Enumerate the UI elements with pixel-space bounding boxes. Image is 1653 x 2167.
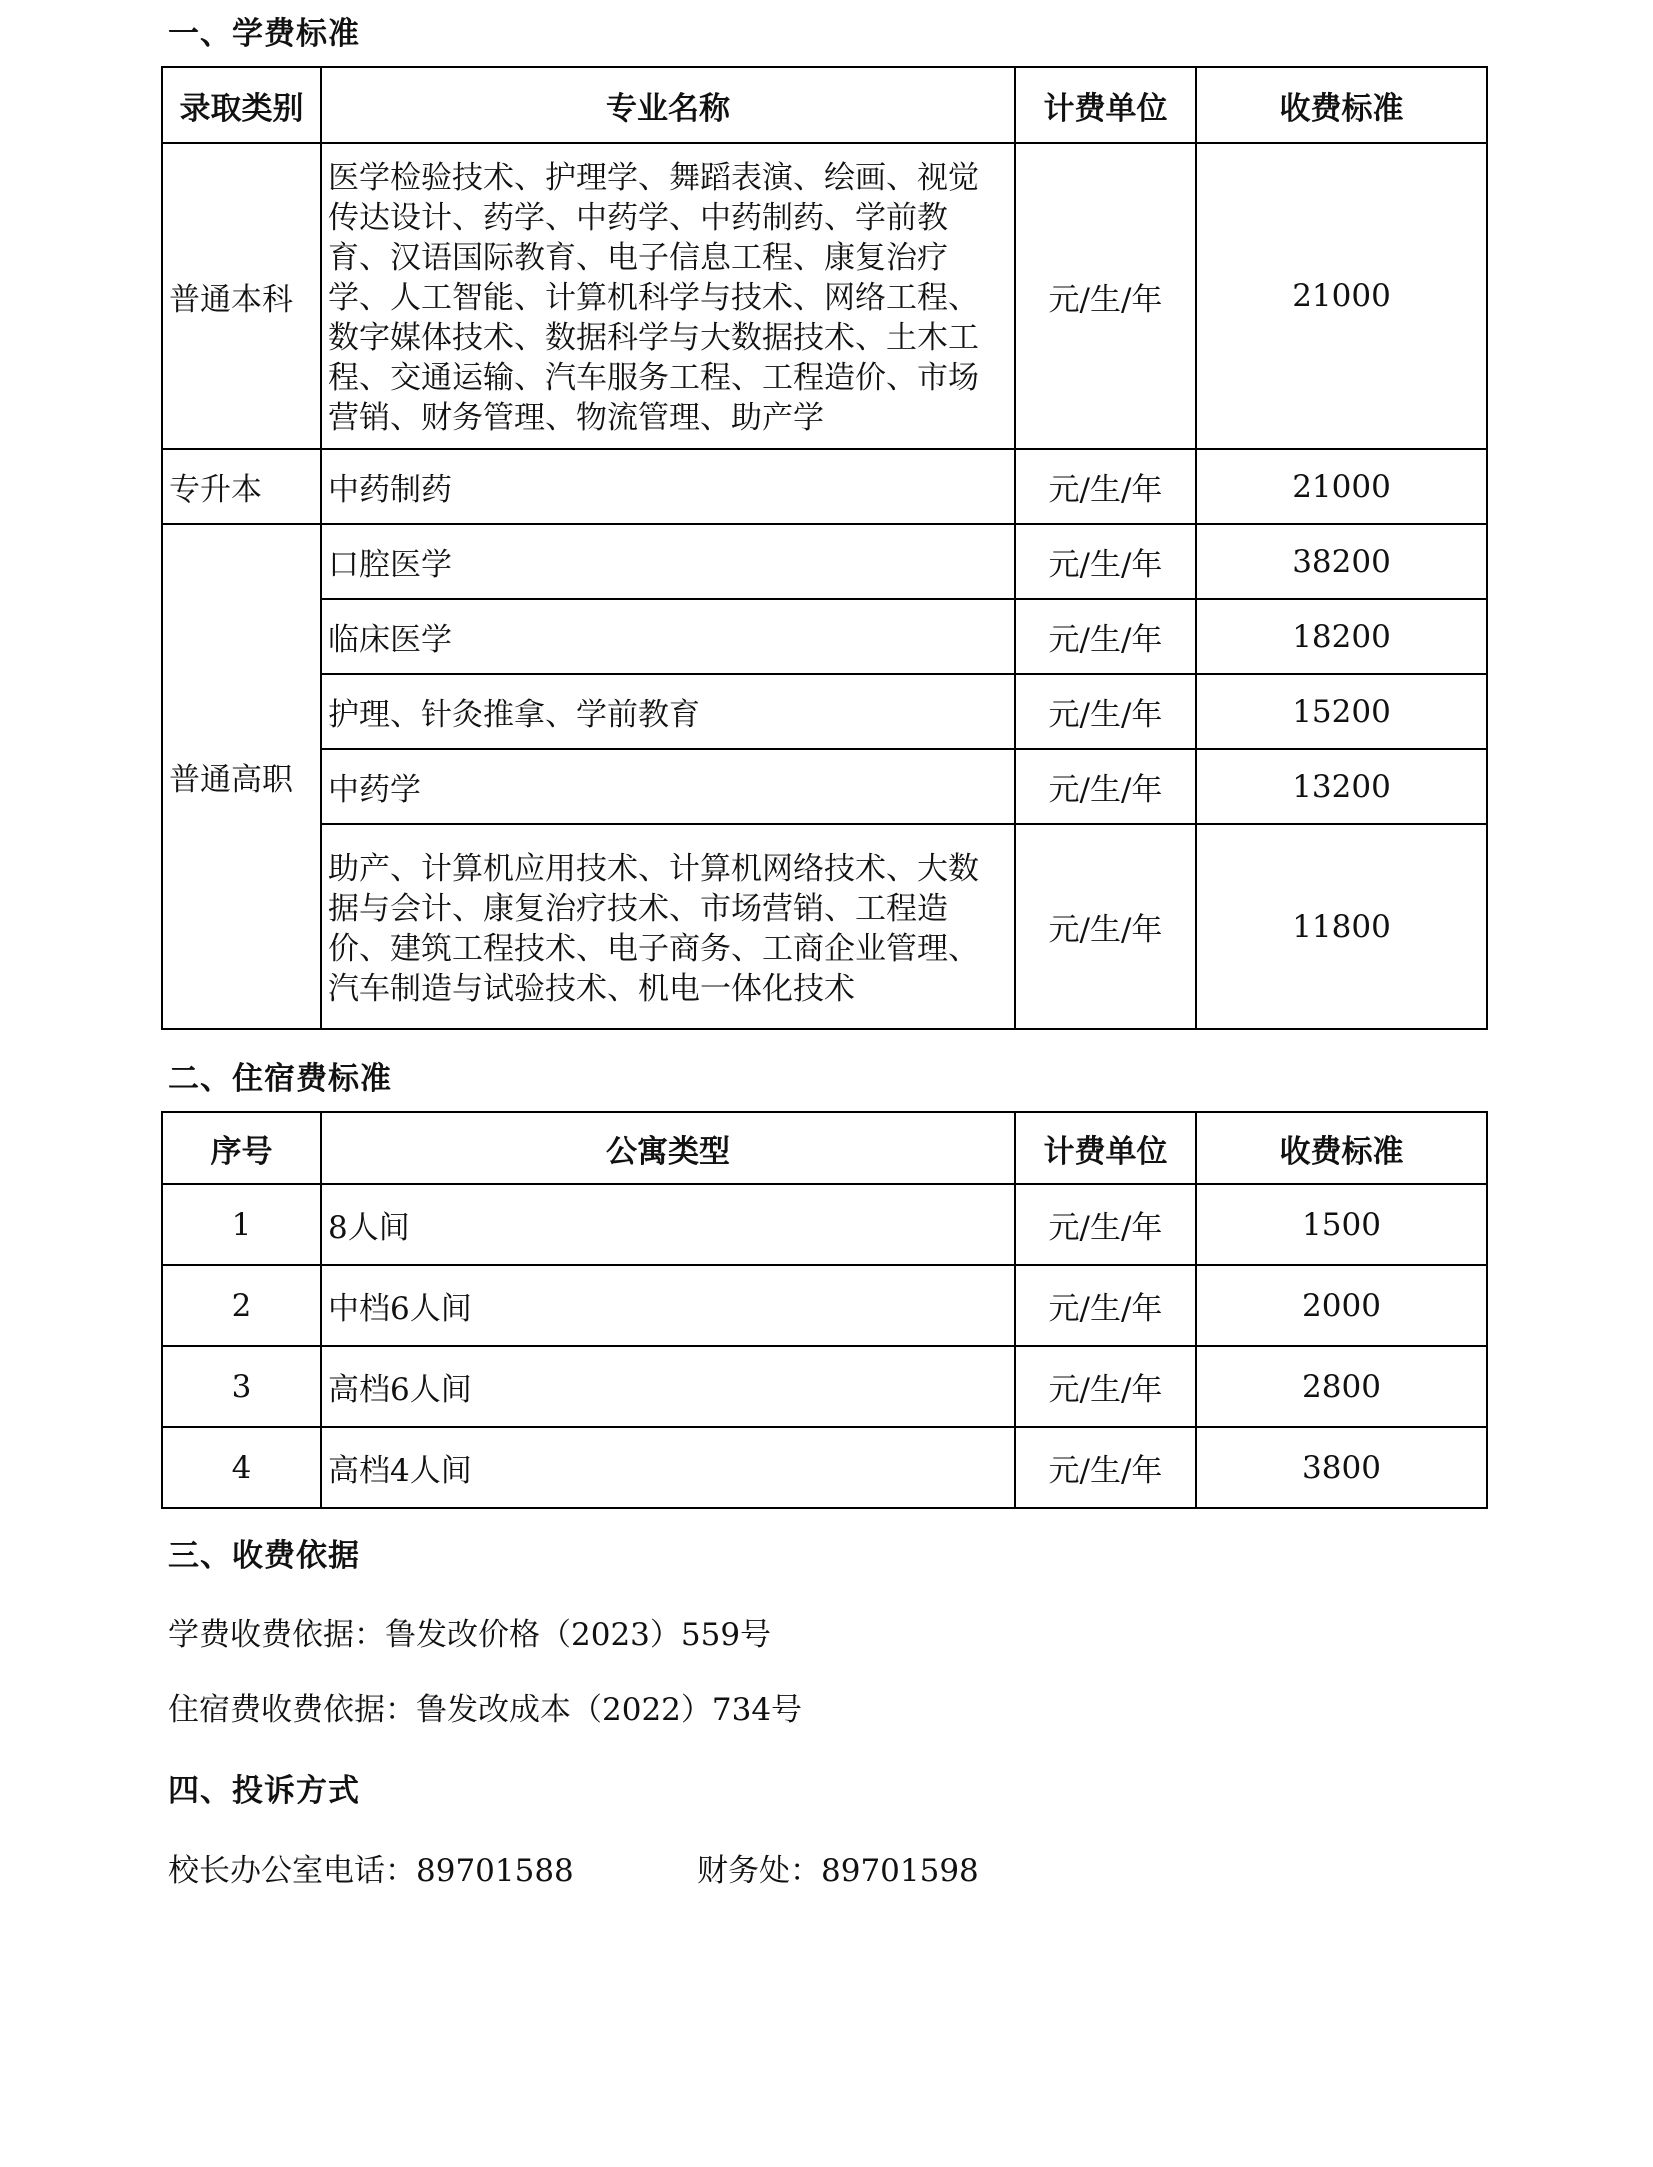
category-cell: 专升本: [162, 449, 321, 524]
dorm-heading: 二、住宿费标准: [168, 1061, 392, 1097]
majors-cell: 助产、计算机应用技术、计算机网络技术、大数据与会计、康复治疗技术、市场营销、工程造价、建筑工程技术、电子商务、工商企业管理、汽车制造与试验技术、机电一体化技术: [321, 824, 1015, 1029]
unit-cell: 元/生/年: [1015, 749, 1196, 824]
table-row: [162, 1427, 1487, 1508]
dorm-header-type: 公寓类型: [321, 1112, 1015, 1184]
unit-cell: 元/生/年: [1015, 1184, 1196, 1265]
no-cell: 1: [162, 1184, 321, 1265]
majors-cell: 临床医学: [321, 599, 1015, 674]
fee-cell: 18200: [1196, 599, 1487, 674]
type-cell: 高档6人间: [321, 1346, 1015, 1427]
office-phone-text: 校长办公室电话：89701588: [168, 1853, 574, 1889]
unit-cell: 元/生/年: [1015, 449, 1196, 524]
majors-cell: 护理、针灸推拿、学前教育: [321, 674, 1015, 749]
type-cell: 高档4人间: [321, 1427, 1015, 1508]
table-row: [162, 674, 1487, 749]
majors-cell: 中药学: [321, 749, 1015, 824]
type-cell: 8人间: [321, 1184, 1015, 1265]
fee-cell: 21000: [1196, 143, 1487, 449]
type-cell: 中档6人间: [321, 1265, 1015, 1346]
fee-cell: 2000: [1196, 1265, 1487, 1346]
dorm-header-no: 序号: [162, 1112, 321, 1184]
fee-cell: 1500: [1196, 1184, 1487, 1265]
no-cell: 3: [162, 1346, 321, 1427]
unit-cell: 元/生/年: [1015, 674, 1196, 749]
unit-cell: 元/生/年: [1015, 143, 1196, 449]
fee-cell: 3800: [1196, 1427, 1487, 1508]
tuition-header-major: 专业名称: [321, 67, 1015, 143]
table-row: [162, 824, 1487, 1029]
table-row: [162, 449, 1487, 524]
tuition-basis-text: 学费收费依据：鲁发改价格（2023）559号: [168, 1617, 772, 1653]
unit-cell: 元/生/年: [1015, 599, 1196, 674]
unit-cell: 元/生/年: [1015, 824, 1196, 1029]
table-row: [162, 1346, 1487, 1427]
table-row: [162, 524, 1487, 599]
dorm-basis-text: 住宿费收费依据：鲁发改成本（2022）734号: [168, 1692, 803, 1728]
no-cell: 2: [162, 1265, 321, 1346]
tuition-heading: 一、学费标准: [168, 16, 360, 52]
tuition-header-row: [162, 67, 1487, 143]
majors-cell: 医学检验技术、护理学、舞蹈表演、绘画、视觉传达设计、药学、中药学、中药制药、学前教育、汉语国际教育、电子信息工程、康复治疗学、人工智能、计算机科学与技术、网络工程、数字媒体技术、数据科学与大数据技术、土木工程、交通运输、汽车服务工程、工程造价、市场营销、财务管理、物流管理、助产学: [321, 143, 1015, 449]
table-row: [162, 1265, 1487, 1346]
category-cell: 普通本科: [162, 143, 321, 449]
unit-cell: 元/生/年: [1015, 524, 1196, 599]
fee-cell: 21000: [1196, 449, 1487, 524]
dorm-header-unit: 计费单位: [1015, 1112, 1196, 1184]
complaint-heading: 四、投诉方式: [168, 1773, 360, 1809]
unit-cell: 元/生/年: [1015, 1346, 1196, 1427]
no-cell: 4: [162, 1427, 321, 1508]
unit-cell: 元/生/年: [1015, 1265, 1196, 1346]
tuition-header-unit: 计费单位: [1015, 67, 1196, 143]
dorm-header-row: [162, 1112, 1487, 1184]
tuition-table: [161, 66, 1488, 1030]
fee-cell: 13200: [1196, 749, 1487, 824]
fee-cell: 38200: [1196, 524, 1487, 599]
fee-cell: 15200: [1196, 674, 1487, 749]
unit-cell: 元/生/年: [1015, 1427, 1196, 1508]
tuition-header-fee: 收费标准: [1196, 67, 1487, 143]
basis-heading: 三、收费依据: [168, 1538, 360, 1574]
dorm-header-fee: 收费标准: [1196, 1112, 1487, 1184]
majors-cell: 中药制药: [321, 449, 1015, 524]
table-row: [162, 143, 1487, 449]
table-row: [162, 599, 1487, 674]
table-row: [162, 1184, 1487, 1265]
dorm-table: [161, 1111, 1488, 1509]
tuition-header-category: 录取类别: [162, 67, 321, 143]
fee-cell: 2800: [1196, 1346, 1487, 1427]
majors-cell: 口腔医学: [321, 524, 1015, 599]
category-cell: 普通高职: [162, 524, 321, 1029]
table-row: [162, 749, 1487, 824]
finance-phone-text: 财务处：89701598: [697, 1853, 979, 1889]
fee-cell: 11800: [1196, 824, 1487, 1029]
